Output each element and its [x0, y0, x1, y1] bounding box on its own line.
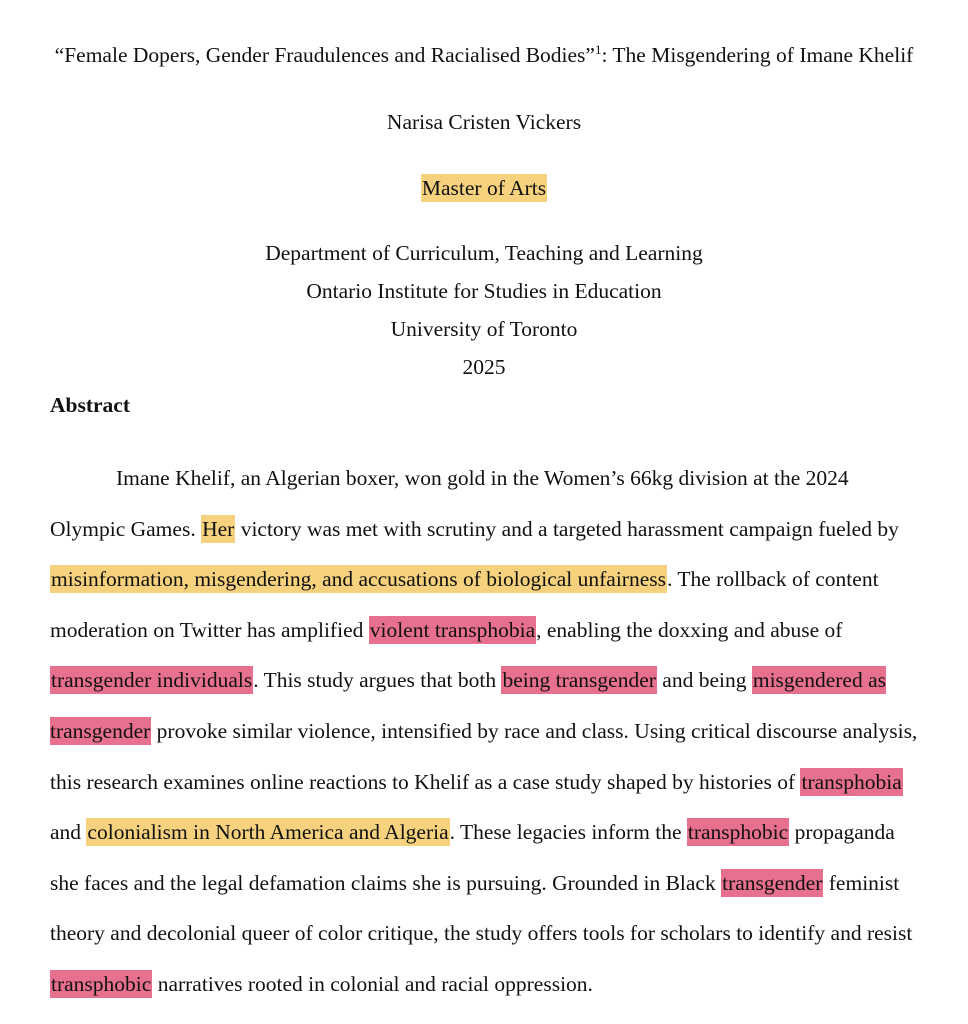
highlight-pink: violent transphobia	[369, 617, 536, 642]
abstract-text: . The rollback of content moderation on Twitter has amplified	[50, 567, 879, 642]
abstract-text: propaganda she faces and the legal defamation claims she is pursuing. Grounded in Black	[50, 820, 895, 895]
year: 2025	[462, 355, 506, 379]
highlight-pink: transphobia	[801, 769, 902, 794]
abstract-text: and being	[656, 668, 752, 693]
highlight-pink: transphobic	[51, 971, 152, 996]
abstract-text: narratives rooted in colonial and racial oppression.	[152, 971, 593, 996]
highlight-yellow: colonialism in North America and Algeria	[87, 820, 449, 845]
highlight-yellow: misinformation, misgendering, and accusations of biological unfairness	[51, 567, 666, 592]
institute: Ontario Institute for Studies in Education	[306, 279, 662, 303]
highlight-pink: transgender individuals	[51, 668, 253, 693]
highlight-pink: misgendered as transgender	[50, 668, 886, 743]
department: Department of Curriculum, Teaching and Learning	[265, 241, 703, 265]
highlight-yellow: Her	[202, 516, 235, 541]
title-footnote-marker: 1	[594, 42, 602, 57]
abstract-body	[50, 453, 920, 1010]
abstract-text: feminist theory and decolonial queer of color critique, the study offers tools for scholars to identify and resist	[50, 870, 913, 946]
abstract-text: and	[50, 820, 87, 845]
author-name: Narisa Cristen Vickers	[386, 110, 582, 134]
abstract-text: , enabling the doxxing and abuse of	[536, 617, 843, 642]
abstract-heading: Abstract	[50, 393, 131, 417]
university: University of Toronto	[390, 317, 578, 341]
document-title	[40, 43, 928, 68]
abstract-text: . These legacies inform the	[449, 820, 687, 845]
title-text-subtitle: : The Misgendering of Imane Khelif	[601, 43, 914, 67]
degree-highlight: Master of Arts	[421, 176, 547, 200]
abstract-text: Imane Khelif, an Algerian boxer, won gold in the Women’s 66kg division at the 2024 Olympic Games.	[50, 466, 849, 541]
highlight-pink: transphobic	[687, 820, 789, 845]
degree	[0, 174, 968, 202]
abstract-text: provoke similar violence, intensified by race and class. Using critical discourse analysis, this research examines online reactions to Khelif as a case study shaped by histories of	[50, 718, 918, 794]
abstract-text: victory was met with scrutiny and a targeted harassment campaign fueled by	[235, 516, 899, 541]
title-text-main: “Female Dopers, Gender Fraudulences and Racialised Bodies”	[54, 43, 595, 67]
highlight-pink: transgender	[722, 870, 823, 895]
highlight-pink: being transgender	[502, 668, 656, 693]
abstract-text: . This study argues that both	[253, 668, 502, 693]
